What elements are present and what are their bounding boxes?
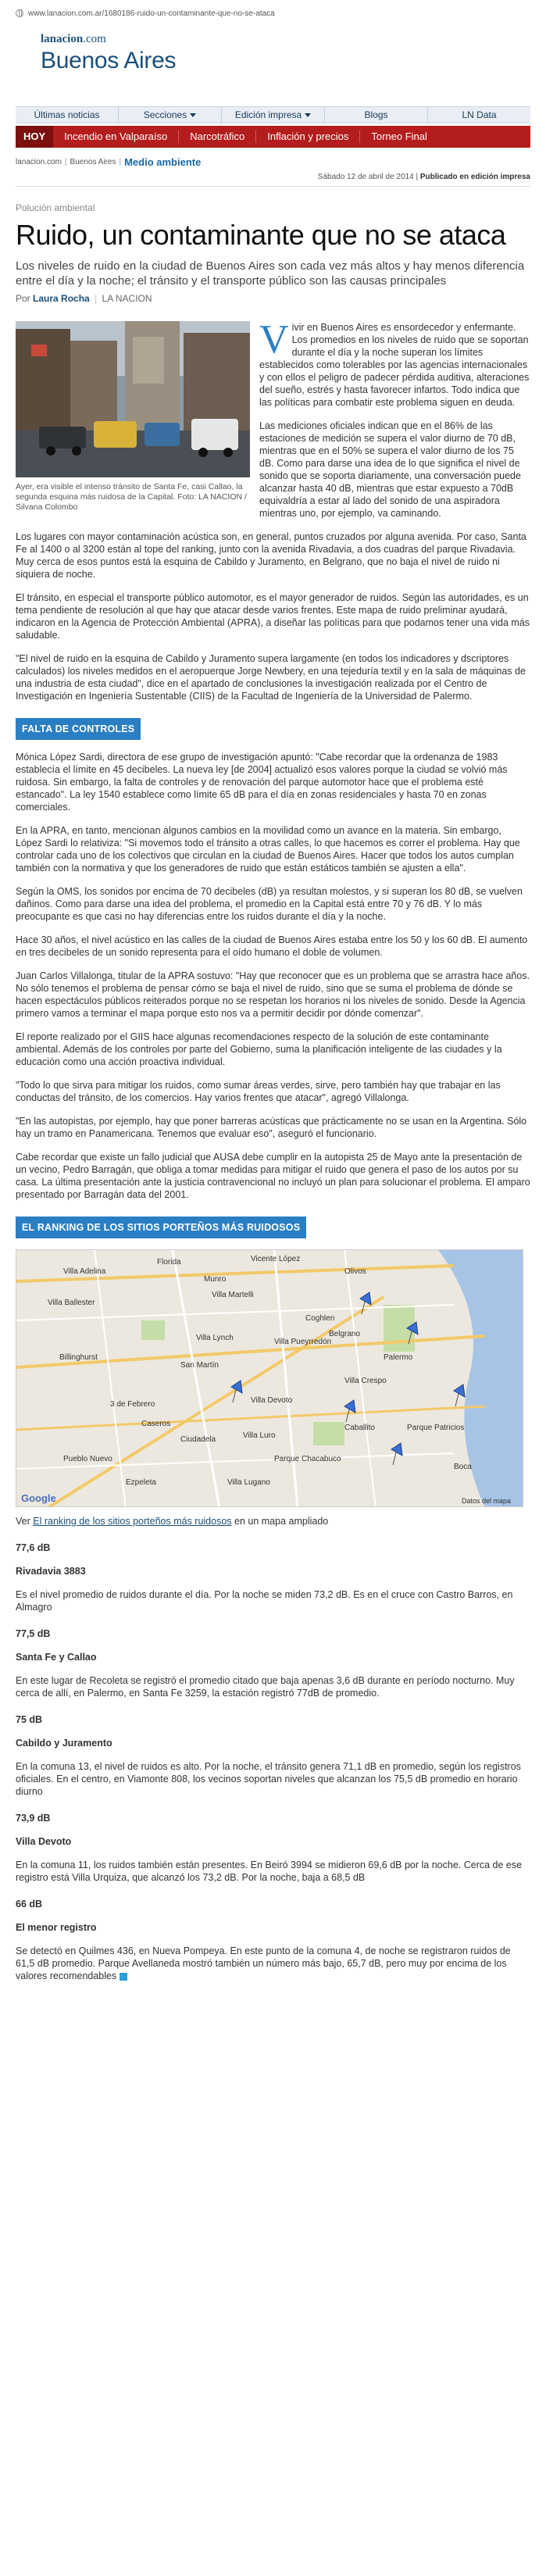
section-heading-ranking: EL RANKING DE LOS SITIOS PORTEÑOS MÁS RUIDOSOS <box>16 1217 306 1238</box>
hoy-label: HOY <box>16 126 53 148</box>
ranking-location: El menor registro <box>16 1922 97 1933</box>
map-place-label: Parque Patricios <box>407 1424 465 1432</box>
map-place-label: Munro <box>204 1275 227 1284</box>
ranking-description <box>16 1588 530 1613</box>
ranking-value: 75 dB <box>16 1714 43 1725</box>
site-header <box>0 20 546 91</box>
paragraph-11: El reporte realizado por el GIIS hace algunas recomendaciones respecto de la solución de este contaminante ambiental. Además de los controles por parte del Gobierno, suma la planificación inteligente de las ciudades y la educación como una acción proactiva individual. <box>16 1031 502 1067</box>
end-mark-icon <box>120 1973 127 1981</box>
map-place-label: Florida <box>157 1258 181 1267</box>
breadcrumb-sep: | <box>64 157 67 166</box>
topics-bar <box>16 126 530 148</box>
topic-link-2[interactable]: Inflación y precios <box>256 130 360 143</box>
map-expand-link[interactable]: El ranking de los sitios porteños más ruidosos <box>33 1516 232 1527</box>
section-heading-controles: FALTA DE CONTROLES <box>16 718 141 740</box>
map-place-label: San Martín <box>180 1361 219 1370</box>
logo-name: lanacion <box>41 33 84 45</box>
paragraph-14: Cabe recordar que existe un fallo judicial que AUSA debe cumplir en la autopista 25 de Mayo ante la presentación de un vecino, Pedro Barragán, que obliga a tomar medidas para mitigar el ruido que genera el paso de los autos por su casa. La última presentación ante la justicia contravencional no incluyó un plan para solucionar el problema. El amparo presentado por Barragán data del 2001. <box>16 1152 530 1200</box>
breadcrumb-sep: | <box>119 157 122 166</box>
map-place-label: Villa Adelina <box>63 1267 106 1276</box>
ranking-description <box>16 1674 530 1699</box>
map-place-label: Villa Crespo <box>344 1377 387 1385</box>
paragraph-10: Juan Carlos Villalonga, titular de la APRA sostuvo: "Hay que reconocer que es un problema que se arrastra hace años. No sólo tenemos el problema de pensar cómo se baja el nivel de ruido, sino que se suma el problema de dónde se hacen espectáculos públicos reiterados porque no se respetan los horarios ni los niveles de sonido. Desde la Agencia primero vamos a terminar el mapa porque esto nos va a permitir decidir por dónde comenzar". <box>16 970 530 1019</box>
photo-caption: Ayer, era visible el intenso tránsito de Santa Fe, casi Callao, la segunda esquina más ruidosa de la Capital. Foto: LA NACION / Silvana Colombo <box>16 482 247 512</box>
nav-item-label: Secciones <box>143 109 187 120</box>
paragraph-12: "Todo lo que sirva para mitigar los ruidos, como sumar áreas verdes, sirve, pero también hay que trabajar en las conductas del tránsito, de los comercios. Hay varios frentes que atacar", agregó Villalonga. <box>16 1080 501 1103</box>
ranking-location: Santa Fe y Callao <box>16 1652 97 1663</box>
ranking-description <box>16 1760 530 1798</box>
paragraph-3: Los lugares con mayor contaminación acústica son, en general, puntos cruzados por alguna avenida. Por caso, Santa Fe al 1400 o al 3200 están al tope del ranking, junto con la avenida Rivadavia, a dos cuadras del parque Rivadavia. Muy cerca de esos puntos está la esquina de Cabildo y Juramento, en Belgrano, que no baja el nivel de ruido ni siquiera de noche. <box>16 531 526 580</box>
ranking-location: Cabildo y Juramento <box>16 1738 112 1749</box>
map-place-label: Villa Martelli <box>212 1291 254 1299</box>
map-place-label: Boca <box>454 1463 472 1471</box>
map-link-prefix: Ver <box>16 1516 34 1527</box>
nav-item-0[interactable] <box>16 107 119 123</box>
ranking-description-text: Es el nivel promedio de ruidos durante el día. Por la noche se miden 73,2 dB. Es en el cruce con Castro Barros, en Almagro <box>16 1589 513 1613</box>
map-place-label: Villa Pueyrredón <box>274 1338 332 1346</box>
drop-cap: V <box>259 317 289 362</box>
map-place-label: Billinghurst <box>59 1353 98 1362</box>
map-place-label: Olivos <box>344 1267 366 1276</box>
map-place-label: Villa Luro <box>243 1431 276 1440</box>
nav-item-2[interactable] <box>222 107 325 123</box>
author-name[interactable]: Laura Rocha <box>33 293 90 304</box>
byline-sep: | <box>95 293 98 304</box>
street-photo-illustration <box>16 321 250 477</box>
paragraph-8: Según la OMS, los sonidos por encima de 70 decibeles (dB) ya resultan molestos, y si superan los 80 dB, se vuelven dañinos. Como para darse una idea del problema, el promedio en la Capital está entre 70 y 76 dB. Y lo más preocupante es que casi no hay diferencias entre los ruidos durante el día y la noche. <box>16 886 523 922</box>
ranking-description-text: En la comuna 11, los ruidos también están presentes. En Beiró 3994 se midieron 69,6 dB por la noche. Cerca de ese registro está Villa Urquiza, que alcanzó los 73,2 dB. Por la noche, baja a 68,5 dB <box>16 1860 523 1883</box>
dateline-sep: | <box>413 173 420 181</box>
map-place-label: Palermo <box>384 1353 413 1362</box>
noise-map[interactable] <box>16 1249 523 1507</box>
nav-item-3[interactable] <box>325 107 428 123</box>
nav-item-label: Edición impresa <box>234 109 302 120</box>
map-place-label: Caballito <box>344 1424 375 1432</box>
print-edition-note: Publicado en edición impresa <box>419 173 530 181</box>
ranking-value: 77,6 dB <box>16 1542 51 1553</box>
url-bar <box>0 0 546 20</box>
site-logo[interactable] <box>41 33 546 46</box>
map-google-logo: Google <box>21 1492 56 1504</box>
logo-domain: .com <box>83 33 106 45</box>
map-place-label: Ezpeleta <box>126 1478 156 1487</box>
breadcrumb-current[interactable]: Medio ambiente <box>124 155 202 168</box>
breadcrumb <box>16 154 530 170</box>
edition-title: Buenos Aires <box>41 48 177 73</box>
map-canvas <box>16 1250 523 1507</box>
ranking-description-text: Se detectó en Quilmes 436, en Nueva Pompeya. En este punto de la comuna 4, de noche se registraron ruidos de 61,5 dB promedio. Parque Avellaneda mostró también un número más bajo, 65,7 dB, pero muy por encima de los valores recomendables <box>16 1945 511 1981</box>
article-date: Sábado 12 de abril de 2014 <box>317 173 414 181</box>
ranking-value: 77,5 dB <box>16 1628 51 1639</box>
breadcrumb-city[interactable]: Buenos Aires <box>70 157 116 166</box>
map-place-label: Coghlen <box>305 1314 335 1323</box>
globe-icon <box>16 9 23 17</box>
paragraph-5: "El nivel de ruido en la esquina de Cabildo y Juramento supera largamente (en todos los indicadores y dscriptores calculados) los niveles medidos en el aeropuerque Jorge Newbery, en una tejeduría textil y en la sala de máquinas de una industria de esta ciudad", dice en el apartado de conclusiones la investigación realizada por el Centro de Investigación en Ingeniería Sustentable (CIIS) de la Facultad de Ingeniería de la Universidad de Palermo. <box>16 653 526 702</box>
map-place-label: Villa Lugano <box>227 1478 270 1487</box>
nav-item-label: LN Data <box>462 109 497 120</box>
chevron-down-icon <box>190 113 196 117</box>
paragraph-9: Hace 30 años, el nivel acústico en las calles de la ciudad de Buenos Aires estaba entre los 50 y los 60 dB. El aumento en tres decibeles de un sonido representa para el oído humano el doble de volumen. <box>16 934 528 958</box>
map-data-credit[interactable]: Datos del mapa <box>462 1497 512 1505</box>
article-photo[interactable] <box>16 321 250 477</box>
map-place-label: Parque Chacabuco <box>274 1455 341 1463</box>
photo-block <box>16 321 250 513</box>
page-url: www.lanacion.com.ar/1680186-ruido-un-contaminante-que-no-se-ataca <box>28 9 275 18</box>
map-place-label: 3 de Febrero <box>110 1400 155 1409</box>
nav-item-label: Blogs <box>364 109 388 120</box>
map-place-label: Ciudadela <box>180 1435 216 1444</box>
map-place-label: Belgrano <box>329 1330 361 1338</box>
dateline <box>16 173 530 187</box>
ranking-list <box>16 1542 530 1982</box>
ranking-value: 73,9 dB <box>16 1813 51 1824</box>
topic-link-1[interactable]: Narcotráfico <box>179 130 256 143</box>
ranking-location: Villa Devoto <box>16 1836 72 1847</box>
paragraph-13: "En las autopistas, por ejemplo, hay que poner barreras acústicas que prácticamente no se usan en la Argentina. Sólo hay un tramo en Panamericana. Tenemos que evaluar eso", aseguró el funcionario. <box>16 1116 527 1139</box>
paragraph-7: En la APRA, en tanto, mencionan algunos cambios en la movilidad como un avance en la materia. Sin embargo, López Sardi lo relativiza: "Si movemos todo el tránsito a otras calles, lo que hacemos es correr el problema. Hay que controlar cada uno de los colectivos que circulan en la ciudad de Buenos Aires. Hacer que todos los autos cumplan también con la normativa y que los generadores de ruido que están estáticos también se ajusten a ella". <box>16 825 520 874</box>
nav-item-label: Últimas noticias <box>34 109 100 120</box>
ranking-description-text: En la comuna 13, el nivel de ruidos es alto. Por la noche, el tránsito genera 71,1 dB en promedio, según los registros oficiales. En el centro, en Viamonte 808, los vecinos soportan niveles que alcanzan los 75,5 dB promedio en horario diurno <box>16 1761 521 1797</box>
byline-by: Por <box>16 293 30 304</box>
map-place-label: Vicente López <box>251 1255 301 1263</box>
map-place-label: Villa Lynch <box>196 1334 234 1342</box>
main-nav <box>16 106 530 123</box>
paragraph-2: Las mediciones oficiales indican que en el 86% de las estaciones de medición se supera el valor diurno de 70 dB, mientras que en el 50% se supera el valor diurno de los 75 dB. Como para darse una idea de lo que significa el nivel de sonido que se soporta diariamente, una conversación puede alcanzar hasta 40 dB, mientras que estar expuesto a 70dB equivaldría a estar al lado del sonido de una aspiradora mientras uno, por ejemplo, va caminando. <box>259 420 521 519</box>
ranking-description-text: En este lugar de Recoleta se registró el promedio citado que baja apenas 3,6 dB durante en período nocturno. Muy cerca de allí, en Palermo, en Santa Fe 3259, la estación registró 77dB de promedio. <box>16 1675 515 1699</box>
article-body <box>16 317 530 1982</box>
nav-item-4[interactable] <box>428 107 530 123</box>
byline <box>16 293 530 304</box>
paragraph-4: El tránsito, en especial el transporte público automotor, es el mayor generador de ruidos. Según las autoridades, es un tema pendiente de resolución al que hay que atacar desde varios frentes. Este mapa de ruido preliminar ayudará, indicaron en la Agencia de Protección Ambiental (APRA), a diseñar las políticas para que podamos tener una vida más saludable. <box>16 592 530 641</box>
nav-item-1[interactable] <box>119 107 222 123</box>
breadcrumb-site[interactable]: lanacion.com <box>16 157 62 166</box>
map-place-label: Pueblo Nuevo <box>63 1455 112 1463</box>
subhead: Los niveles de ruido en la ciudad de Buenos Aires son cada vez más altos y hay menos diferencia entre el día y la noche; el tránsito y el transporte público son las causas principales <box>16 259 525 288</box>
topic-link-3[interactable]: Torneo Final <box>371 130 427 142</box>
map-place-label: Caseros <box>141 1420 171 1428</box>
ranking-description <box>16 1859 530 1884</box>
ranking-value: 66 dB <box>16 1899 43 1910</box>
chevron-down-icon <box>305 113 311 117</box>
headline: Ruido, un contaminante que no se ataca <box>16 219 506 251</box>
map-place-label: Villa Ballester <box>48 1299 95 1307</box>
paragraph-6: Mónica López Sardi, directora de ese grupo de investigación apuntó: "Cabe recordar que la ordenanza de 1983 establecía el límite en 45 decibeles. La nueva ley [de 2004] actualizó esos valores porque la ciudad se volvió más ruidosa. Sin embargo, la falta de controles y de renovación del parque automotor hace que el problema esté estancado". La ley 1540 establece como límite 65 dB para el día en zonas residenciales y hasta 70 en zonas comerciales. <box>16 752 508 813</box>
map-place-label: Villa Devoto <box>251 1396 293 1405</box>
ranking-location: Rivadavia 3883 <box>16 1566 86 1577</box>
topic-link-0[interactable]: Incendio en Valparaíso <box>53 130 179 143</box>
ranking-description <box>16 1945 530 1982</box>
map-link-suffix: en un mapa ampliado <box>231 1516 329 1527</box>
paragraph-1-text: ivir en Buenos Aires es ensordecedor y enfermante. Los promedios en los niveles de ruido que se soportan durante el día y la noche superan los límites establecidos como tolerables por las agencias internacionales y con ellos el peligro de padecer pérdida auditiva, alteraciones del sueño, estrés y hasta favorecer infartos. Todo indica que las políticas para combatir este problema siguen en deuda. <box>259 322 530 408</box>
map-link-line <box>16 1515 530 1527</box>
outlet-name: LA NACION <box>102 293 152 304</box>
section-tag: Polución ambiental <box>16 202 95 213</box>
